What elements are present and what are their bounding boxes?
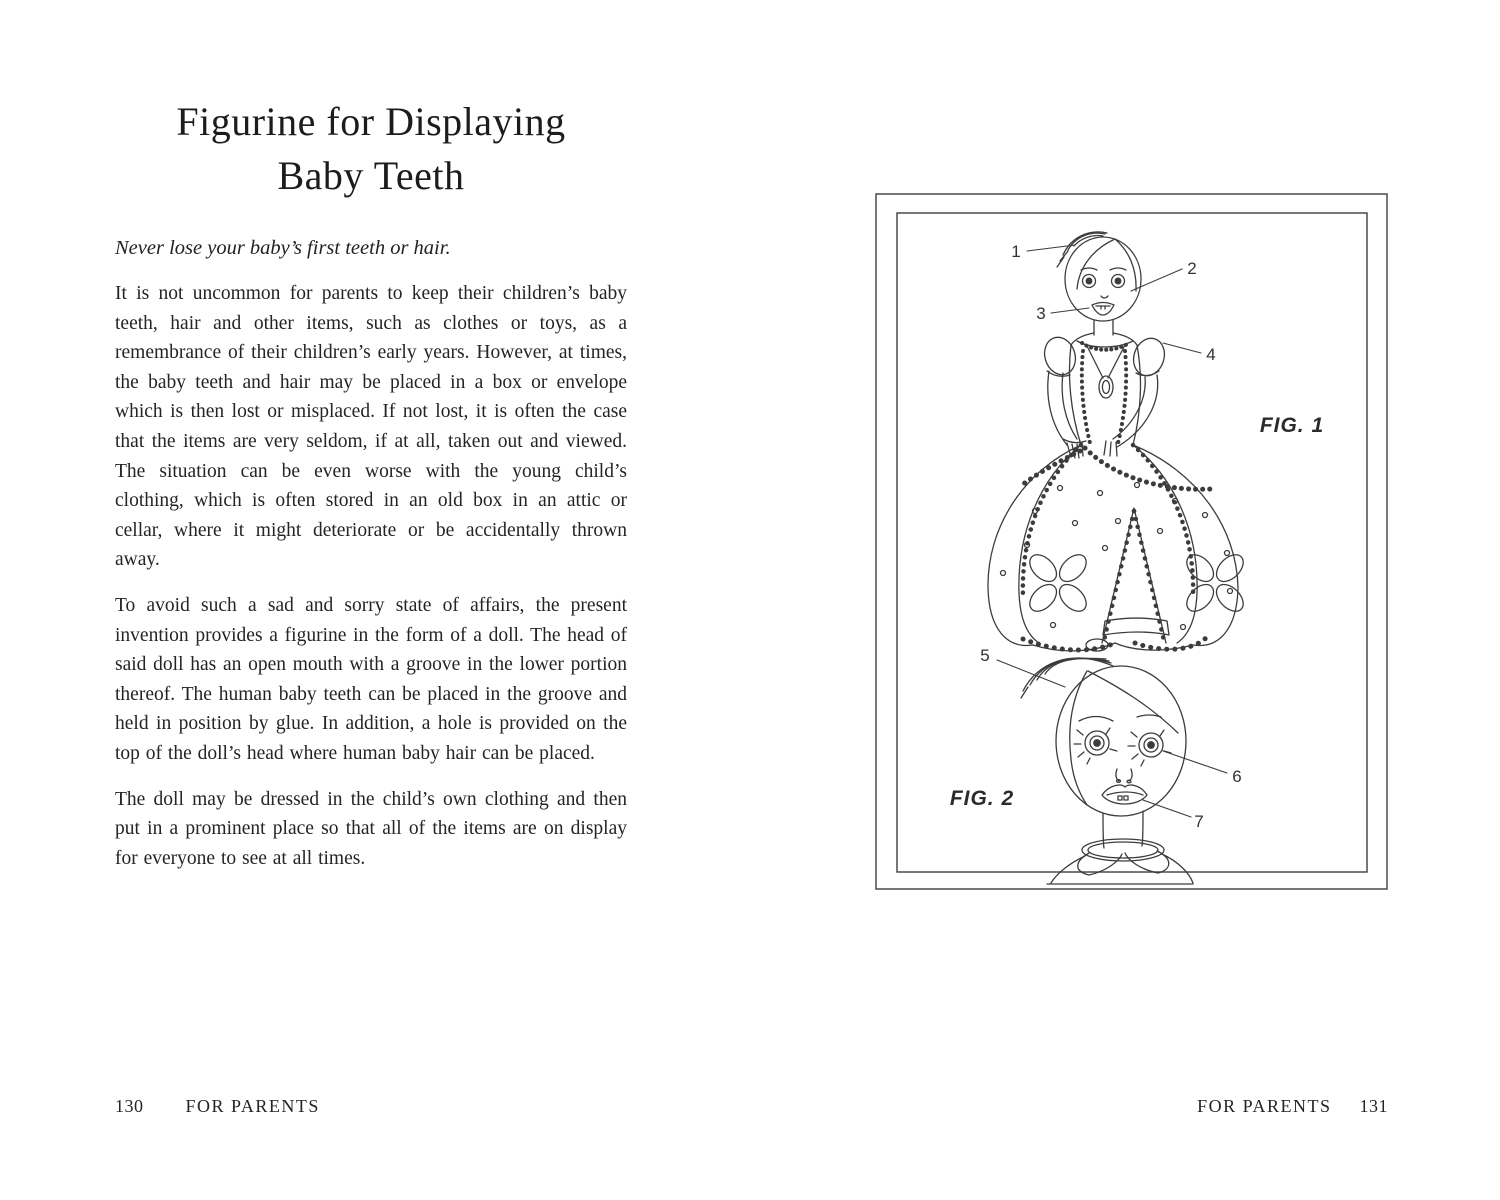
fig1-callout-4: 4 <box>1206 345 1216 364</box>
fig2-head <box>1056 666 1186 816</box>
fig2-callout-numbers <box>950 646 1242 831</box>
fig1-doll-drawing <box>988 232 1267 651</box>
fig2-nose <box>1116 769 1132 783</box>
fig2-mouth <box>1102 785 1147 804</box>
body-paragraph-2: To avoid such a sad and sorry state of affairs, the present invention provides a figurine in the form of a doll. The head of said doll has an open mouth with a groove in the lower portion thereof. The human baby teeth can be placed in the groove and held in position by glue. In addition, a hole is provided on the top of the doll’s head where human baby hair can be placed. <box>115 594 627 764</box>
fig2-neck-shoulders <box>1047 811 1193 884</box>
fig2-hair-tuft-icon <box>1021 658 1113 698</box>
fig1-callout-3: 3 <box>1036 304 1046 323</box>
fig2-callout-7: 7 <box>1194 812 1204 831</box>
figure-panel <box>875 193 1388 891</box>
fig2-label: FIG. 2 <box>949 787 1015 810</box>
fig2-callout-6: 6 <box>1232 767 1242 786</box>
fig1-callout-numbers <box>1011 242 1324 437</box>
chapter-title-line2: Baby Teeth <box>277 153 465 198</box>
fig1-callout-1: 1 <box>1011 242 1021 261</box>
left-section-label: FOR PARENTS <box>185 1096 320 1116</box>
left-page-footer <box>115 1096 320 1117</box>
fig1-clover-motif-left <box>1006 531 1111 636</box>
fig2-callout-5: 5 <box>980 646 990 665</box>
fig1-bodice <box>1069 320 1140 445</box>
body-paragraph-1: It is not uncommon for parents to keep their children’s baby teeth, hair and other items, such as clothes or toys, as a remembrance of their children’s early years. However, at times, the baby teeth and hair may be placed in a box or envelope which is then lost or misplaced. If not lost, it is often the case that the items are very seldom, if at all, taken out and viewed. The situation can be even worse with the young child’s clothing, which is often stored in an old box in an attic or cellar, where it might deteriorate or be accidentally thrown away. <box>115 283 627 571</box>
fig1-callout-2: 2 <box>1187 259 1197 278</box>
right-section-label: FOR PARENTS <box>1197 1096 1332 1116</box>
fig1-clover-motif-right <box>1163 531 1268 636</box>
left-page-number: 130 <box>115 1096 144 1116</box>
fig2-eyes <box>1074 715 1171 766</box>
fig2-head-drawing <box>997 658 1227 884</box>
fig1-head <box>1065 237 1141 321</box>
right-page-footer <box>1197 1096 1388 1117</box>
right-page-number: 131 <box>1359 1096 1388 1116</box>
body-paragraph-3: The doll may be dressed in the child’s own clothing and then put in a prominent place so that all of the items are on display for everyone to see at all times. <box>115 788 627 869</box>
chapter-title-line1: Figurine for Displaying <box>176 99 566 144</box>
fig1-callout-lines <box>1027 245 1201 353</box>
chapter-subtitle: Never lose your baby’s first teeth or hair. <box>115 237 451 259</box>
patent-figure-illustration <box>875 193 1388 891</box>
chapter-title <box>115 95 627 203</box>
fig1-sleeves-arms <box>1040 333 1169 458</box>
left-page-column <box>115 95 627 889</box>
fig1-label: FIG. 1 <box>1259 414 1325 437</box>
fig1-skirt <box>988 445 1267 651</box>
